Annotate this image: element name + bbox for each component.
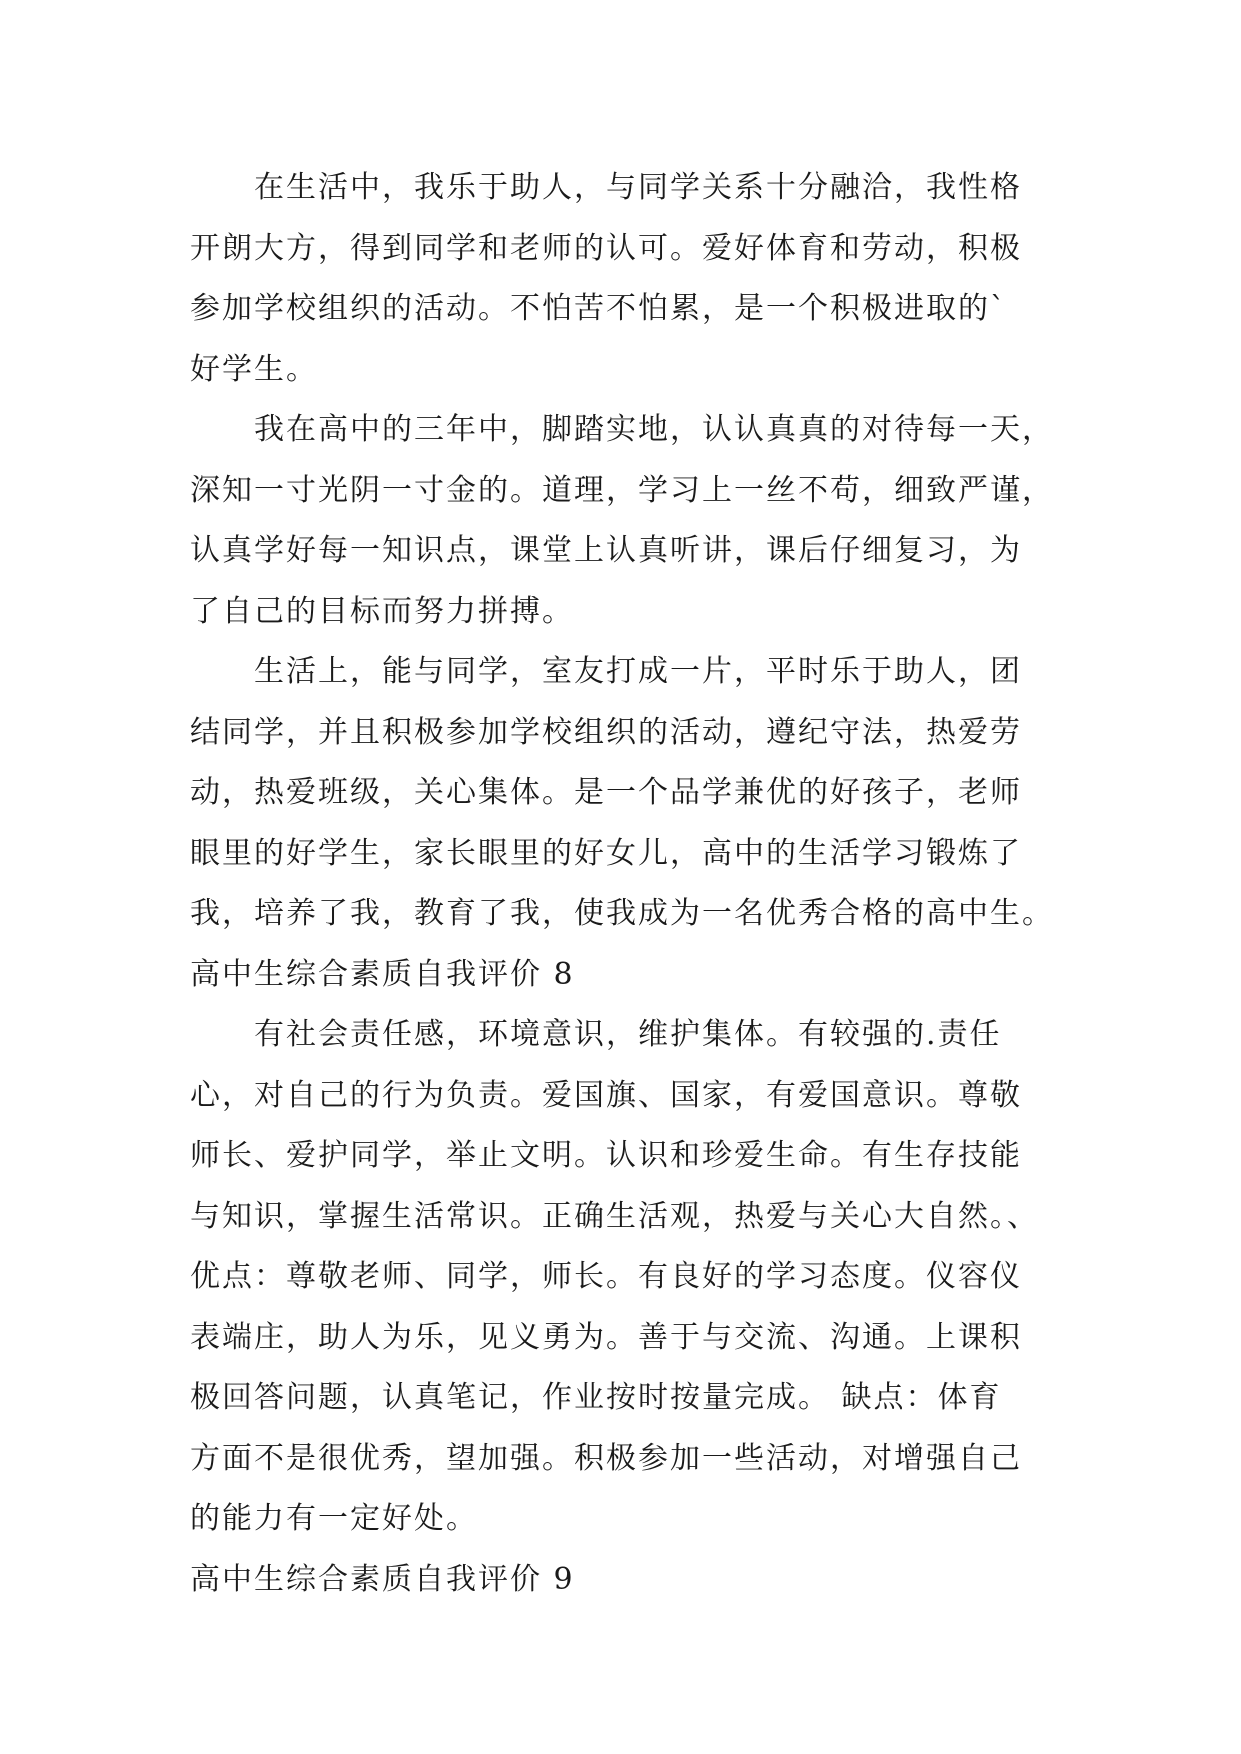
text-line: 我，培养了我，教育了我，使我成为一名优秀合格的高中生。	[190, 896, 1054, 931]
text-line: 深知一寸光阴一寸金的。道理，学习上一丝不苟，细致严谨，	[190, 472, 1054, 508]
paragraph-life-classmates	[190, 642, 1070, 945]
text-line: 方面不是很优秀，望加强。积极参加一些活动，对增强自己	[190, 1440, 1022, 1476]
text-line: 极回答问题，认真笔记，作业按时按量完成。 缺点：体育	[190, 1380, 1002, 1415]
text-line: 动，热爱班级，关心集体。是一个品学兼优的好孩子，老师	[190, 775, 1022, 810]
paragraph-three-years	[190, 400, 1070, 642]
section-heading-9: 高中生综合素质自我评价 9	[190, 1561, 575, 1597]
text-line: 有社会责任感，环境意识，维护集体。有较强的.责任	[254, 1017, 1002, 1052]
text-line: 优点：尊敬老师、同学，师长。有良好的学习态度。仪容仪	[190, 1259, 1022, 1294]
document-body	[190, 158, 1070, 1610]
text-line: 师长、爱护同学，举止文明。认识和珍爱生命。有生存技能	[190, 1138, 1022, 1173]
text-line: 开朗大方，得到同学和老师的认可。爱好体育和劳动，积极	[190, 230, 1022, 266]
text-line: 参加学校组织的活动。不怕苦不怕累，是一个积极进取的`	[190, 291, 1007, 326]
text-line: 眼里的好学生，家长眼里的好女儿，高中的生活学习锻炼了	[190, 835, 1022, 871]
text-line: 认真学好每一知识点，课堂上认真听讲，课后仔细复习，为	[190, 533, 1022, 568]
text-line: 好学生。	[190, 351, 318, 387]
paragraph-evaluation-8	[190, 1005, 1070, 1550]
text-line: 结同学，并且积极参加学校组织的活动，遵纪守法，热爱劳	[190, 714, 1022, 750]
text-line: 表端庄，助人为乐，见义勇为。善于与交流、沟通。上课积	[190, 1319, 1022, 1355]
text-line: 与知识，掌握生活常识。正确生活观，热爱与关心大自然。、	[190, 1198, 1039, 1234]
text-line: 心，对自己的行为负责。爱国旗、国家，有爱国意识。尊敬	[190, 1077, 1022, 1113]
text-line: 生活上，能与同学，室友打成一片，平时乐于助人，团	[254, 654, 1022, 689]
text-line: 了自己的目标而努力拼搏。	[190, 593, 574, 629]
text-line: 在生活中，我乐于助人，与同学关系十分融洽，我性格	[254, 170, 1022, 205]
paragraph-life-helping	[190, 158, 1070, 400]
text-line: 的能力有一定好处。	[190, 1501, 478, 1536]
text-line: 我在高中的三年中，脚踏实地，认认真真的对待每一天，	[254, 412, 1054, 447]
section-heading-8: 高中生综合素质自我评价 8	[190, 956, 575, 992]
